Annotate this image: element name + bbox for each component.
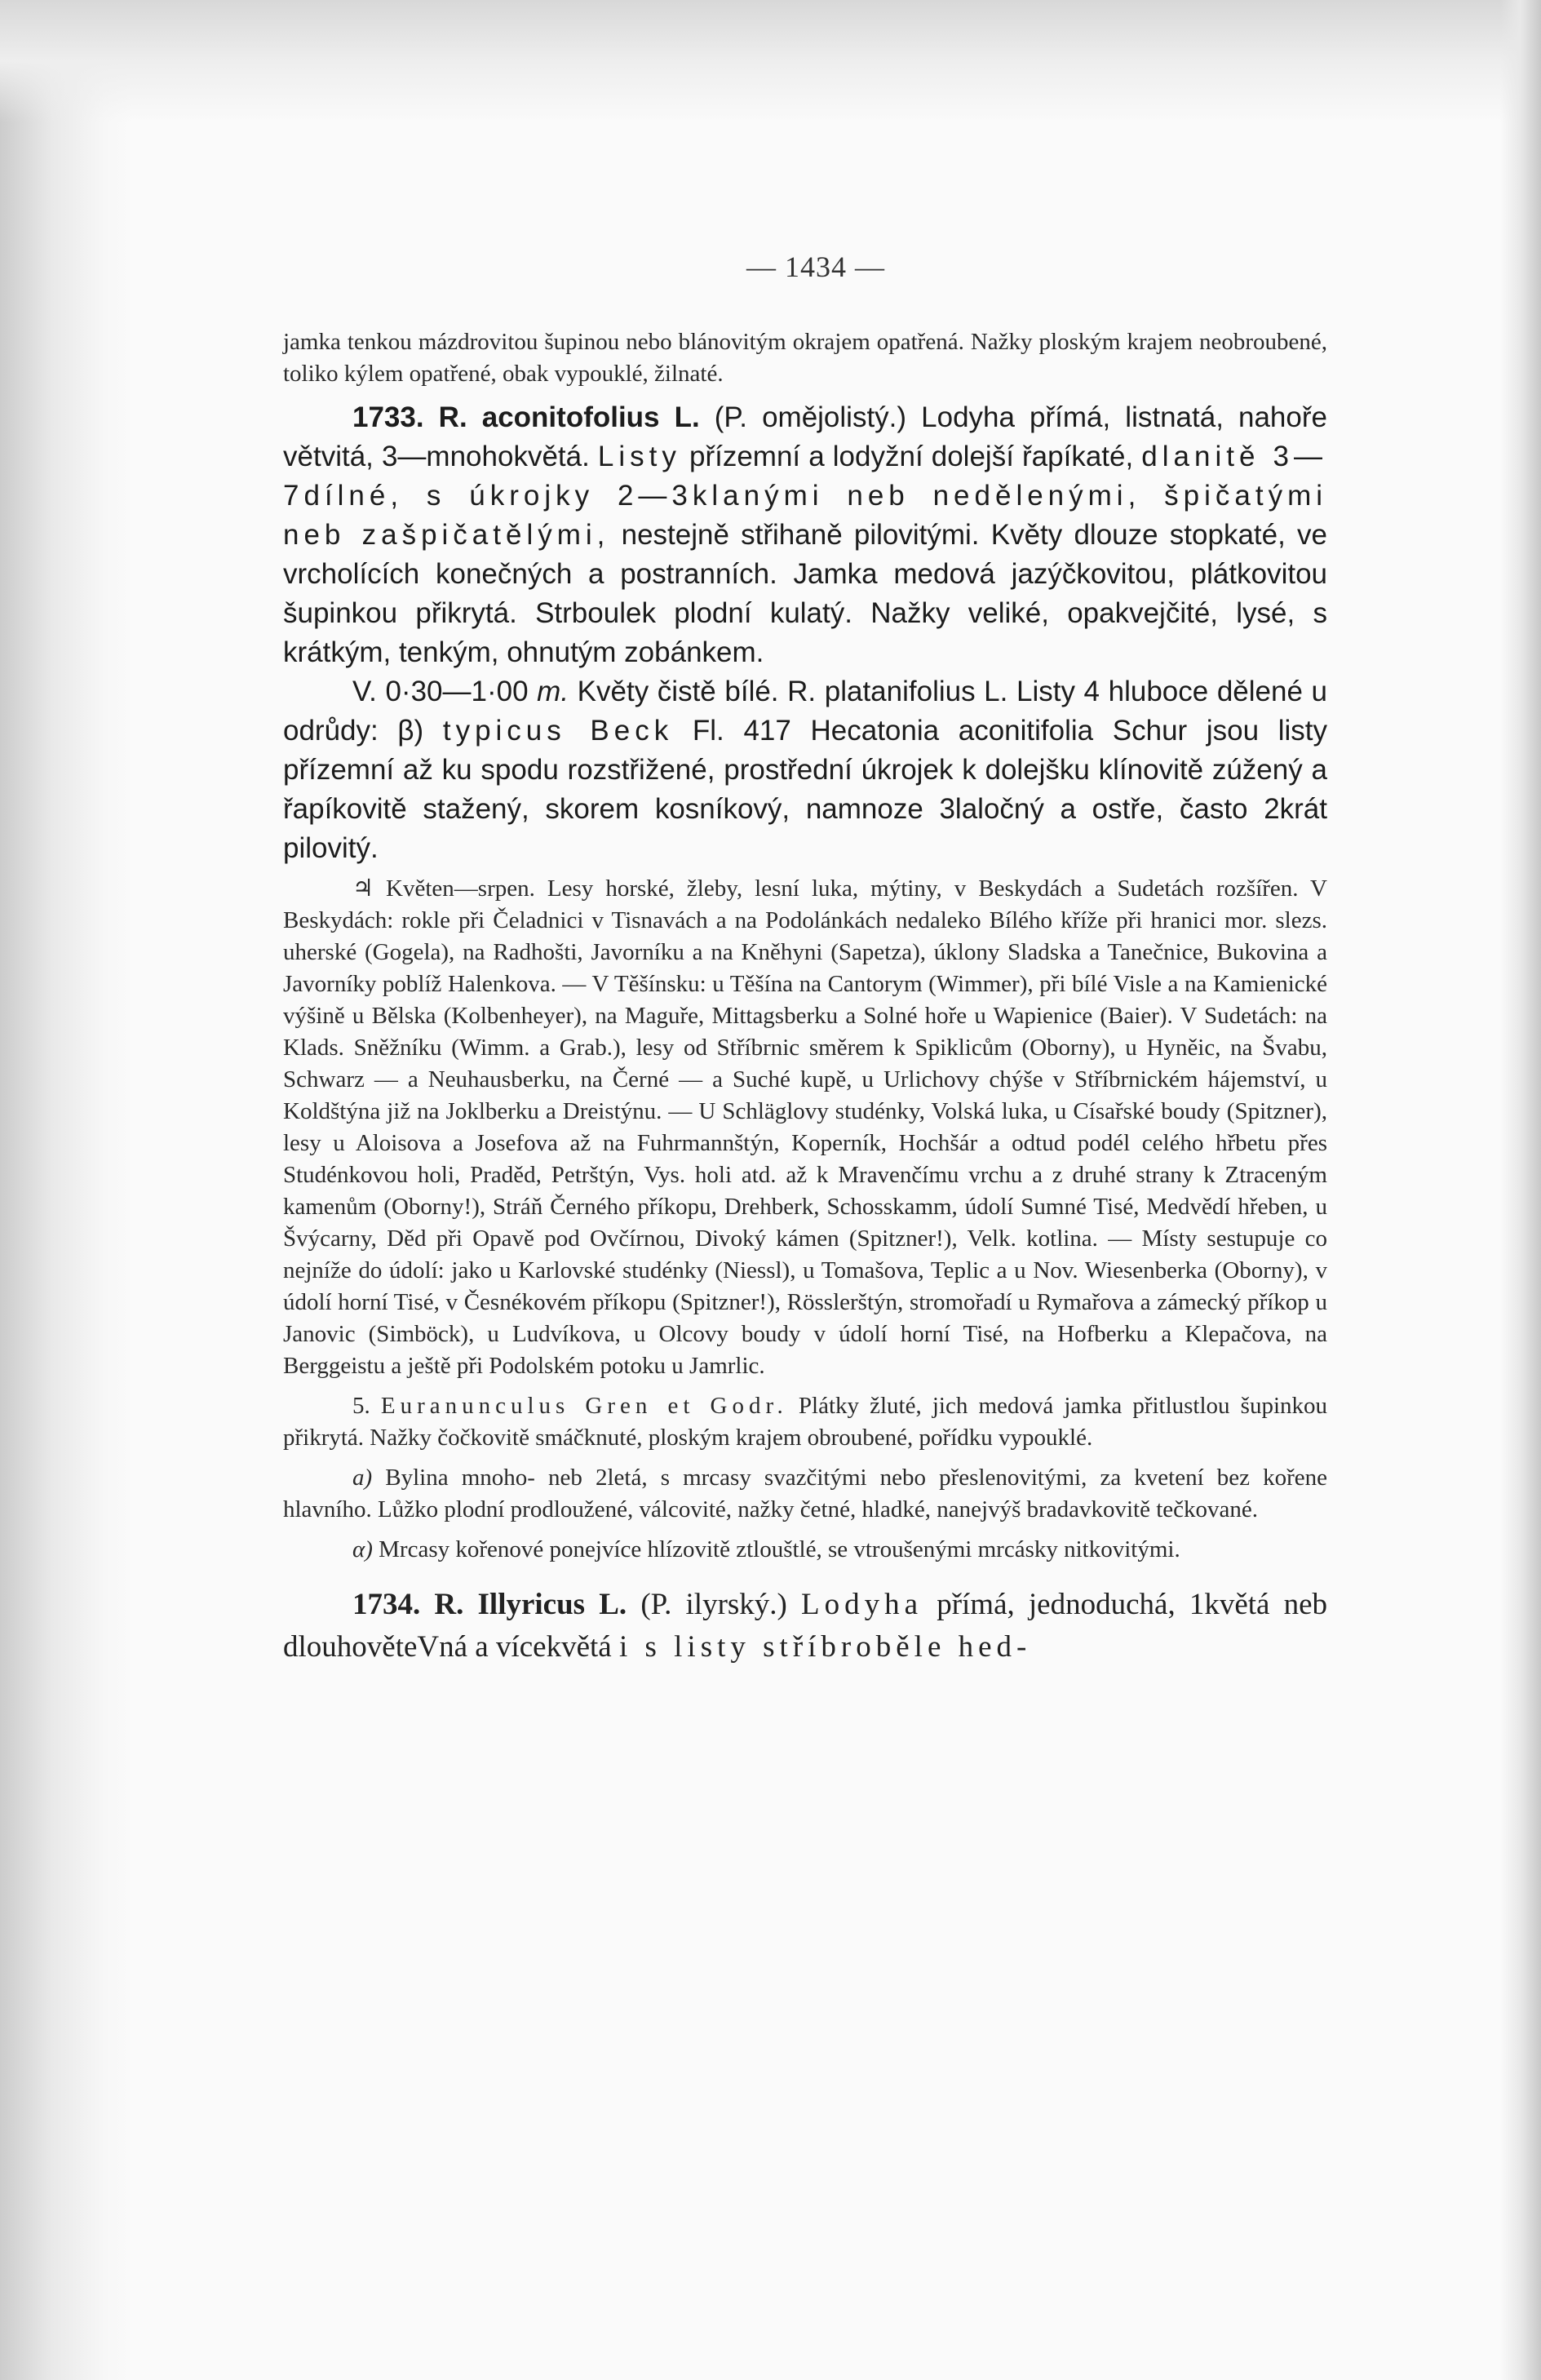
intro-paragraph: jamka tenkou mázdrovitou šupinou nebo blánovitým okrajem opatřená. Nažky ploským krajem neobroubené, toliko kýlem opatřené, obak vypouklé, žilnaté.	[283, 329, 1327, 387]
page-shadow-top	[0, 0, 1541, 122]
subsection-alpha	[283, 1534, 1327, 1566]
section-5-label: 5.	[352, 1393, 370, 1419]
section-5-text: Plátky žluté, jich medová jamka přitlustlou šupinkou přikrytá. Nažky čočkovitě smáčknuté, ploským krajem obroubené, pořídku vypouklé.	[283, 1393, 1327, 1451]
species-1733-desc-3: nestejně střihaně pilovitými. Květy dlouze stopkaté, ve vrcholících konečných a postranních. Jamka medová jazýčkovitou, plátkovitou šupinkou přikrytá. Strboulek plodní kulatý. Nažky veliké, opakvejčité, lysé, s krátkým, tenkým, ohnutým zobánkem.	[283, 519, 1328, 668]
page-shadow-right	[1500, 0, 1541, 2380]
page-number: — 1434 —	[746, 250, 885, 283]
species-1733-desc-2: přízemní a lodyžní dolejší řapíkaté,	[689, 441, 1134, 472]
species-1734-name: R. Illyricus L.	[434, 1588, 627, 1621]
species-1733-height: V. 0·30—1·00	[352, 676, 529, 707]
species-1733-name: R. aconitofolius L.	[438, 401, 700, 433]
subsection-alpha-label: α)	[352, 1536, 373, 1562]
species-1734-description	[283, 1584, 1327, 1669]
species-1733-variety	[283, 672, 1327, 868]
species-1733-dlanite: dlanitě 3—7dílné, s úkrojky 2—3klanými neb nedělenými, špičatými neb zašpičatělými,	[283, 441, 1327, 551]
species-1733-unit: m.	[537, 676, 569, 707]
species-1734-text: přímá, jednoduchá, 1květá neb dlouhověteVná a vícekvětá	[283, 1588, 1328, 1664]
species-1734-lodyha: Lodyha	[801, 1588, 923, 1621]
section-5	[283, 1390, 1327, 1454]
distribution-paragraph: ♃ Květen—srpen. Lesy horské, žleby, lesní luka, mýtiny, v Beskydách a Sudetách rozšířen. V Beskydách: rokle při Čeladnici v Tisnavách a na Podolánkách nedaleko Bílého kříže při hranici mor. slezs. uherské (Gogela), na Radhošti, Javorníku a na Kněhyni (Sapetza), úklony Sladska a Tanečnice, Bukovina a Javorníky poblíž Halenkova. — V Těšínsku: u Těšína na Cantorym (Wimmer), při bílé Visle a na Kamienické výšině u Bělska (Kolbenheyer), na Maguře, Mittagsberku a Solné hoře u Wapienice (Baier). V Sudetách: na Klads. Sněžníku (Wimm. a Grab.), lesy od Stříbrnic směrem k Spiklicům (Oborny), u Hyněic, na Švabu, Schwarz — a Neuhausberku, na Černé — a Suché kupě, u Urlichovy chýše v Stříbrnickém hájemství, u Koldštýna již na Joklberku a Dreistýnu. — U Schläglovy studénky, Volská luka, u Císařské boudy (Spitzner), lesy u Aloisova a Josefova až na Fuhrmannštýn, Koperník, Hochšár a odtud podél celého hřbetu přes Studénkovou holi, Praděd, Petrštýn, Vys. holi atd. až k Mravenčímu vrchu a z druhé strany k Ztraceným kamenům (Oborny!), Stráň Černého příkopu, Drehberk, Schosskamm, údolí Sumné Tisé, Medvědí hřeben, u Švýcarny, Děd při Opavě pod Ovčírnou, Divoký kámen (Spitzner!), Velk. kotlina. — Místy sestupuje co nejníže do údolí: jako u Karlovské studénky (Niessl), u Tomašova, Teplic a u Nov. Wiesenberka (Oborny), v údolí horní Tisé, v Česnékovém příkopu (Spitzner!), Rösslerštýn, stromořadí u Rymařova a zámecký příkop u Janovic (Simböck), u Ludvíkova, u Olcovy boudy v údolí horní Tisé, na Hofberku a Klepačova, na Berggeistu a ještě při Podolském potoku u Jamrlic.	[283, 875, 1327, 1379]
species-1733-variety-b: Fl. 417 Hecatonia aconitifolia Schur jsou listy přízemní až ku spodu rozstřižené, prostřední úkrojek k dolejšku klínovitě zúžený a řapíkovitě stažený, skorem kosníkový, namnoze 3laločný a ostře, často 2krát pilovitý.	[283, 715, 1327, 864]
species-1733-listy: Listy	[597, 441, 681, 472]
species-1733-desc-1: Lodyha přímá, listnatá, nahoře větvitá, 3—mnohokvětá.	[283, 401, 1327, 472]
subsection-a-text: Bylina mnoho- neb 2letá, s mrcasy svazčitými nebo přeslenovitými, za kvetení bez kořene hlavního. Lůžko plodní prodloužené, válcovité, nažky četné, hladké, nanejvýš bradavkovitě tečkované.	[283, 1465, 1327, 1522]
species-1733-description	[283, 398, 1327, 672]
species-1733-number: 1733.	[352, 401, 424, 433]
species-1734-common-name: (P. ilyrský.)	[640, 1588, 787, 1621]
species-1733-variety-a: Květy čistě bílé. R. platanifolius L. Listy 4 hluboce dělené u odrůdy: β)	[283, 676, 1327, 747]
species-1734-number: 1734.	[352, 1588, 421, 1621]
subsection-a	[283, 1462, 1327, 1526]
species-1733-typicus: typicus Beck	[442, 715, 674, 747]
section-5-name: Euranunculus Gren et Godr.	[380, 1393, 788, 1419]
page-shadow-left	[0, 0, 131, 2380]
species-1734-listy: i s listy stříbroběle hed-	[618, 1630, 1032, 1664]
page-body	[283, 326, 1327, 1669]
subsection-alpha-text: Mrcasy kořenové ponejvíce hlízovitě ztlouštlé, se vtroušenými mrcásky nitkovitými.	[379, 1536, 1180, 1562]
subsection-a-label: a)	[352, 1465, 373, 1491]
species-1733-common-name: (P. omějolistý.)	[714, 401, 907, 433]
